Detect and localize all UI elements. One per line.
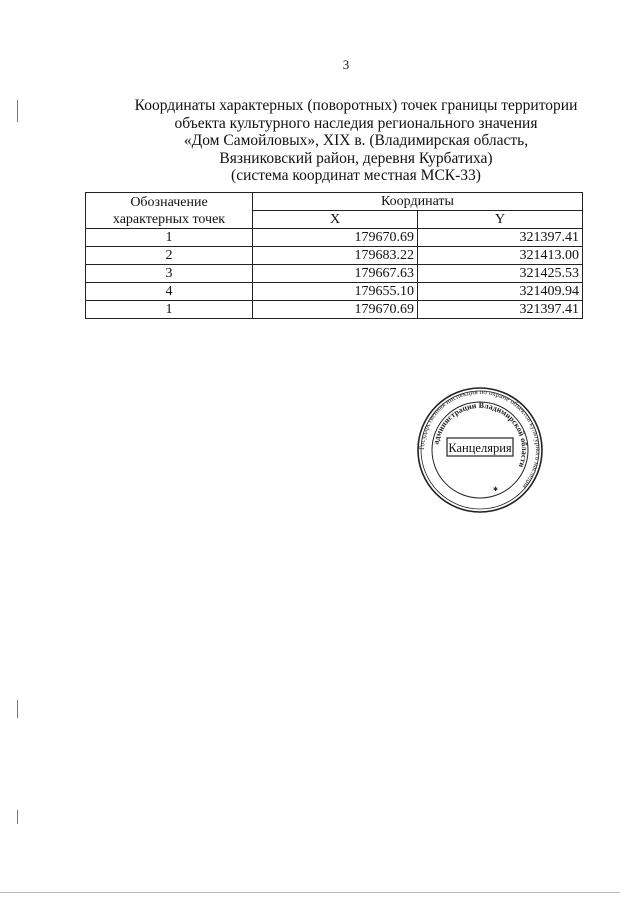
title-line-3: «Дом Самойловых», XIX в. (Владимирская область, xyxy=(183,132,529,149)
page-number: 3 xyxy=(342,57,350,72)
svg-text:администрации Владимирской обл: администрации Владимирской области xyxy=(431,400,530,469)
header-point-label-line1: Обозначение xyxy=(130,194,208,210)
cell-point: 2 xyxy=(86,247,253,265)
table-row xyxy=(86,301,583,319)
cell-point: 1 xyxy=(86,301,253,319)
coordinates-table xyxy=(85,192,583,319)
header-x: X xyxy=(253,211,418,229)
document-title xyxy=(100,97,612,185)
cell-point: 3 xyxy=(86,265,253,283)
cell-y: 321397.41 xyxy=(418,301,583,319)
table-row xyxy=(86,247,583,265)
cell-x: 179667.63 xyxy=(253,265,418,283)
header-coordinates: Координаты xyxy=(253,193,583,211)
cell-x: 179670.69 xyxy=(253,301,418,319)
table-row xyxy=(86,229,583,247)
cell-y: 321409.94 xyxy=(418,283,583,301)
scan-artifact xyxy=(17,100,18,122)
header-y: Y xyxy=(418,211,583,229)
table-row xyxy=(86,283,583,301)
stamp-seal-icon xyxy=(415,385,545,515)
title-line-4: Вязниковский район, деревня Курбатиха) xyxy=(219,149,493,167)
cell-y: 321397.41 xyxy=(418,229,583,247)
title-line-5: (система координат местная МСК-33) xyxy=(231,167,481,184)
cell-x: 179655.10 xyxy=(253,283,418,301)
office-stamp xyxy=(415,385,545,515)
table-header-row xyxy=(86,193,583,211)
cell-x: 179670.69 xyxy=(253,229,418,247)
scan-artifact xyxy=(0,892,620,893)
header-point-label-line2: характерных точек xyxy=(112,211,226,227)
header-point-label xyxy=(86,193,253,229)
scan-artifact xyxy=(17,700,18,718)
svg-text:Государственная инспекция по о: Государственная инспекция по охране объектов культурного наследия xyxy=(417,387,543,491)
cell-x: 179683.22 xyxy=(253,247,418,265)
scan-artifact xyxy=(17,810,18,824)
title-line-2: объекта культурного наследия регионального значения xyxy=(174,114,538,132)
cell-y: 321425.53 xyxy=(418,265,583,283)
cell-point: 1 xyxy=(86,229,253,247)
cell-point: 4 xyxy=(86,283,253,301)
cell-y: 321413.00 xyxy=(418,247,583,265)
title-line-1: Координаты характерных (поворотных) точек границы территории xyxy=(134,97,578,114)
svg-text:Канцелярия: Канцелярия xyxy=(448,441,512,455)
table-row xyxy=(86,265,583,283)
svg-text:✱: ✱ xyxy=(493,486,499,493)
